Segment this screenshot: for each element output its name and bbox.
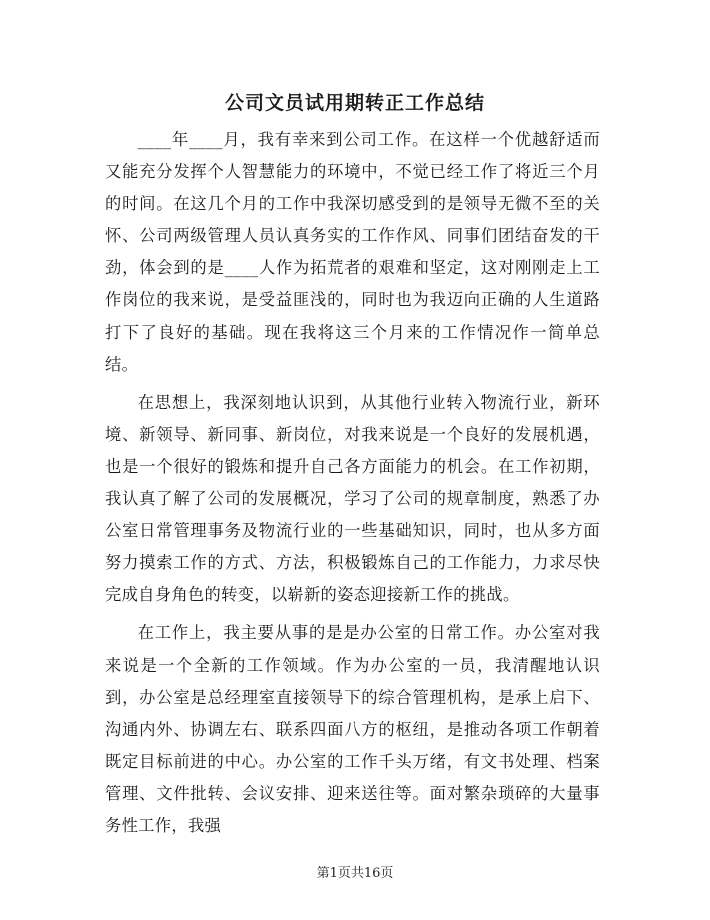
- paragraph-thinking: 在思想上，我深刻地认识到，从其他行业转入物流行业，新环境、新领导、新同事、新岗位，对我来说是一个良好的发展机遇，也是一个很好的锻炼和提升自己各方面能力的机会。在工作初期，我认真了解了公司的发展概况，学习了公司的规章制度，熟悉了办公室日常管理事务及物流行业的一些基础知识，同时，也从多方面努力摸索工作的方式、方法，积极锻炼自己的工作能力，力求尽快完成自身角色的转变，以崭新的姿态迎接新工作的挑战。: [105, 392, 600, 605]
- document-title: 公司文员试用期转正工作总结: [224, 92, 485, 114]
- page-number-footer: 第1页共16页: [316, 866, 394, 881]
- document-body: [105, 124, 600, 848]
- paragraph-work: 在工作上，我主要从事的是是办公室的日常工作。办公室对我来说是一个全新的工作领域。作为办公室的一员，我清醒地认识到，办公室是总经理室直接领导下的综合管理机构，是承上启下、沟通内外、协调左右、联系四面八方的枢纽，是推动各项工作朝着既定目标前进的中心。办公室的工作千头万绪，有文书处理、档案管理、文件批转、会议安排、迎来送往等。面对繁杂琐碎的大量事务性工作，我强: [105, 623, 600, 835]
- paragraph-intro: ____年____月，我有幸来到公司工作。在这样一个优越舒适而又能充分发挥个人智慧能力的环境中，不觉已经工作了将近三个月的时间。在这几个月的工作中我深切感受到的是领导无微不至的关怀、公司两级管理人员认真务实的工作作风、同事们团结奋发的干劲，体会到的是____人作为拓荒者的艰难和坚定，这对刚刚走上工作岗位的我来说，是受益匪浅的，同时也为我迈向正确的人生道路打下了良好的基础。现在我将这三个月来的工作情况作一简单总结。: [105, 130, 600, 374]
